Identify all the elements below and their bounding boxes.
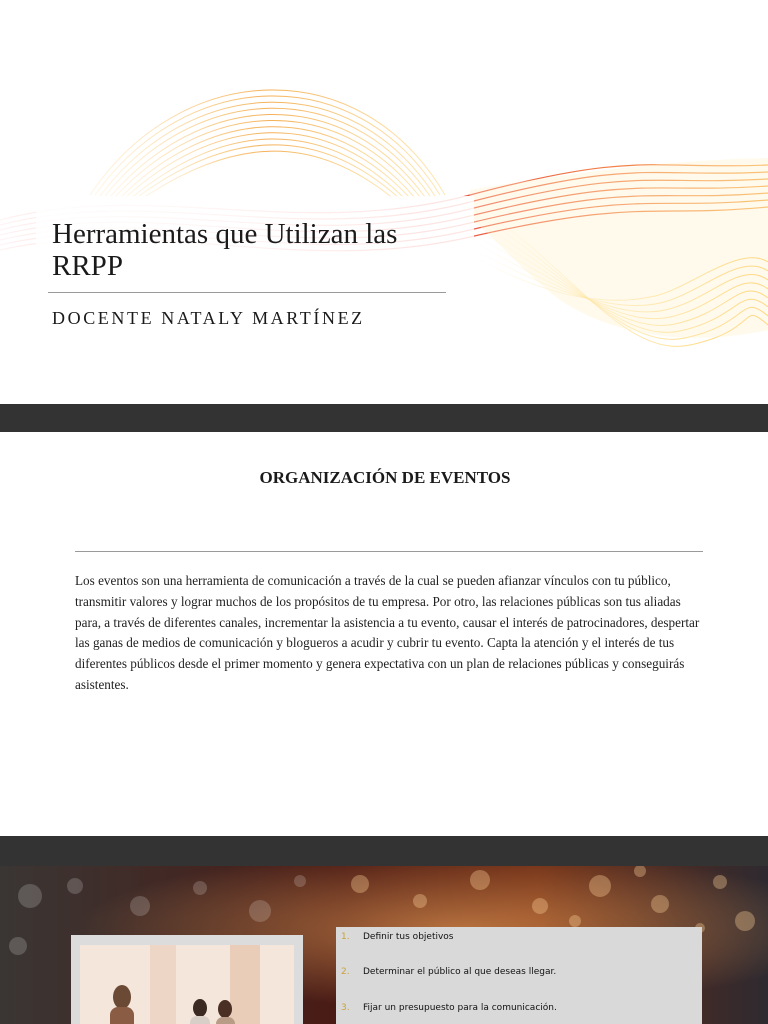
presentation-title: Herramientas que Utilizan las RRPP [52, 218, 398, 282]
steps-panel [336, 927, 702, 1024]
list-item-number: 1. [341, 932, 350, 942]
list-slide [0, 866, 768, 1024]
section-heading: ORGANIZACIÓN DE EVENTOS [259, 468, 511, 487]
slide-separator [0, 836, 768, 866]
presenter-subtitle: DOCENTE NATALY MARTÍNEZ [52, 308, 365, 328]
heading-divider [75, 551, 703, 552]
list-item-text: Fijar un presupuesto para la comunicación. [363, 1003, 557, 1013]
list-item-text: Determinar el público al que deseas llegar. [363, 967, 557, 977]
title-divider [48, 292, 446, 293]
list-item-text: Definir tus objetivos [363, 932, 454, 942]
people-photo-illustration [80, 945, 294, 1024]
body-paragraph: Los eventos son una herramienta de comunicación a través de la cual se pueden afianzar vínculos con tu público, transmitir valores y lograr muchos de los propósitos de tu empresa. Por otro, las relaciones públicas son tus aliadas para, a través de diferentes canales, incrementar la asistencia a tu evento, causar el interés de patrocinadores, despertar las ganas de medios de comunicación y blogueros a acudir y cubrir tu evento. Capta la atención y el interés de tus diferentes públicos desde el primer momento y genera expectativa con un plan de relaciones públicas y conseguirás asistentes. [75, 573, 700, 692]
slide-separator [0, 404, 768, 432]
title-slide [0, 0, 768, 404]
content-slide [0, 432, 768, 836]
list-item-number: 2. [341, 967, 350, 977]
event-photo [80, 945, 294, 1024]
list-item-number: 3. [341, 1003, 350, 1013]
